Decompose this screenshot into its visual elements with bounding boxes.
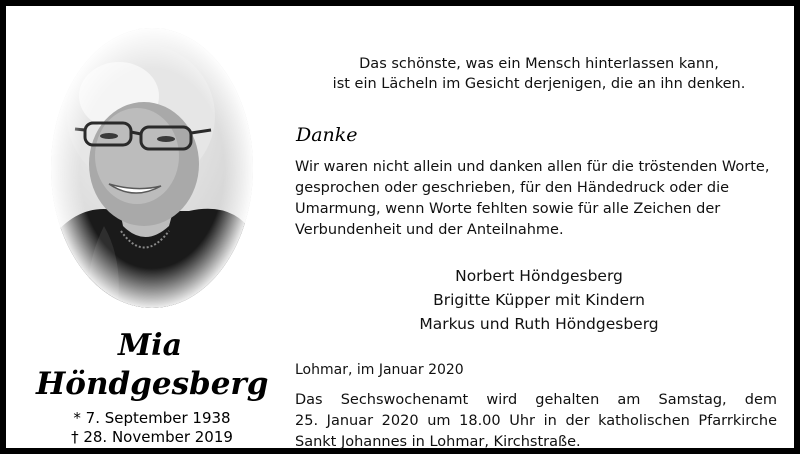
portrait-photo bbox=[49, 26, 255, 311]
birth-date: * 7. September 1938 bbox=[73, 409, 231, 427]
service-text-line: Das Sechswochenamt wird gehalten am Samstag, dem bbox=[295, 392, 777, 408]
family-member: Brigitte Küpper mit Kindern bbox=[433, 291, 645, 309]
thanks-heading: Danke bbox=[296, 124, 358, 146]
service-text-line: Sankt Johannes in Lohmar, Kirchstraße. bbox=[295, 434, 581, 450]
thanks-text-line: Umarmung, wenn Worte fehlten sowie für alle Zeichen der bbox=[295, 201, 721, 217]
quote-line: Das schönste, was ein Mensch hinterlassen kann, bbox=[359, 56, 719, 72]
thanks-text-line: gesprochen oder geschrieben, für den Händedruck oder die bbox=[295, 180, 730, 196]
place-date: Lohmar, im Januar 2020 bbox=[295, 362, 464, 378]
family-member: Markus und Ruth Höndgesberg bbox=[419, 315, 659, 333]
thanks-text-line: Wir waren nicht allein und danken allen für die tröstenden Worte, bbox=[295, 159, 770, 175]
death-date: † 28. November 2019 bbox=[71, 428, 233, 446]
family-member: Norbert Höndgesberg bbox=[455, 267, 623, 285]
thanks-text-line: Verbundenheit und der Anteilnahme. bbox=[295, 222, 564, 238]
quote-line: ist ein Lächeln im Gesicht derjenigen, die an ihn denken. bbox=[332, 76, 746, 92]
service-text-line: 25. Januar 2020 um 18.00 Uhr in der katholischen Pfarrkirche bbox=[295, 413, 777, 429]
deceased-first-name: Mia bbox=[117, 328, 183, 363]
deceased-last-name: Höndgesberg bbox=[36, 366, 269, 402]
